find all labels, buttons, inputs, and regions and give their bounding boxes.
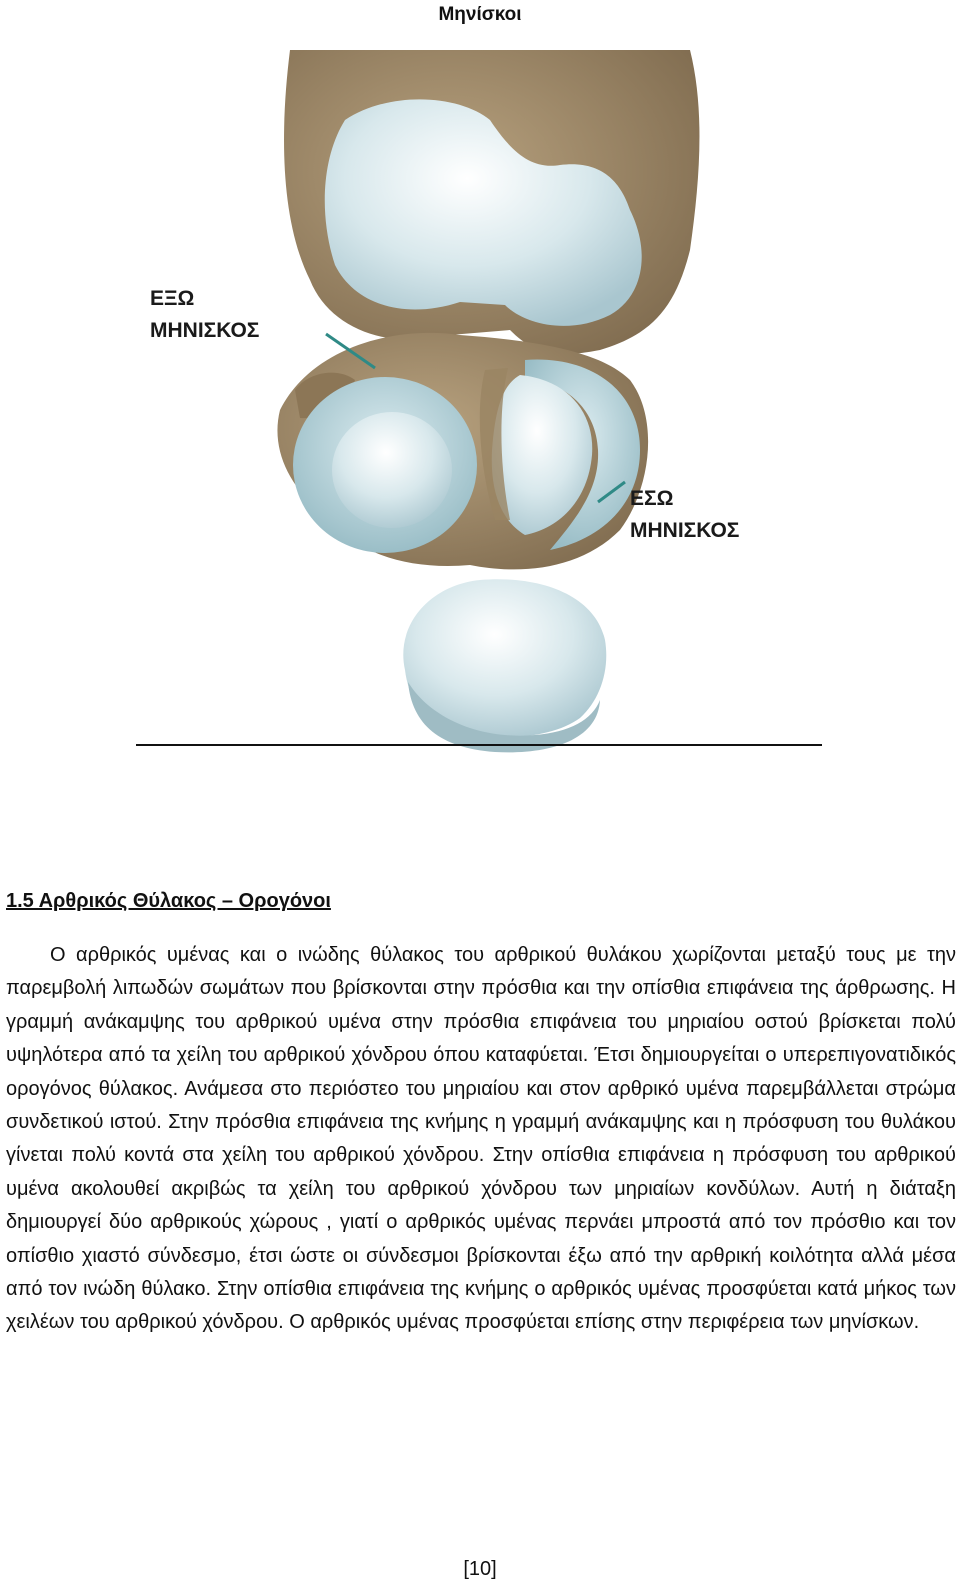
label-lateral-line2: ΜΗΝΙΣΚΟΣ	[150, 319, 260, 342]
label-lateral-line1: ΕΞΩ	[150, 287, 195, 310]
label-medial-line2: ΜΗΝΙΣΚΟΣ	[630, 519, 740, 542]
section-paragraph: Ο αρθρικός υμένας και ο ινώδης θύλακος του αρθρικού θυλάκου χωρίζονται μεταξύ τους με την παρεμβολή λιπωδών σωμάτων που βρίσκονται στην πρόσθια και την οπίσθια επιφάνεια της άρθρωσης. Η γραμμή ανάκαμψης του αρθρικού υμένα στην πρόσθια επιφάνεια του μηριαίου οστού βρίσκεται πολύ υψηλότερα από τα χείλη του αρθρικού χόνδρου όπου καταφύεται. Έτσι δημιουργείται ο υπερεπιγονατιδικός ορογόνος θύλακος. Ανάμεσα στο περιόστεο του μηριαίου και στον αρθρικό υμένα παρεμβάλλεται στρώμα συνδετικού ιστού. Στην πρόσθια επιφάνεια της κνήμης η γραμμή ανάκαμψης και η πρόσφυση του θυλάκου γίνεται πολύ κοντά στα χείλη του αρθρικού χόνδρου. Στην οπίσθια επιφάνεια η πρόσφυση του αρθρικού υμένα ακολουθεί ακριβώς τα χείλη του αρθρικού χόνδρου των μηριαίων κονδύλων. Αυτή η διάταξη δημιουργεί δύο αρθρικούς χώρους , γιατί ο αρθρικός υμένας περνάει μπροστά από τον πρόσθιο και τον οπίσθιο χιαστό σύνδεσμο, έτσι ώστε οι σύνδεσμοι βρίσκονται έξω από την αρθρική κοιλότητα αλλά μέσα από τον ινώδη θύλακο. Στην οπίσθια επιφάνεια της κνήμης ο αρθρικός υμένας προσφύεται κατά μήκος των χειλέων του αρθρικού χόνδρου. Ο αρθρικός υμένας προσφύεται επίσης στην περιφέρεια των μηνίσκων.	[6, 944, 956, 1334]
page-number: [10]	[463, 1558, 497, 1580]
knee-meniscus-figure	[130, 50, 830, 760]
page-header-title: Μηνίσκοι	[438, 4, 522, 25]
label-medial-line1: ΕΣΩ	[630, 487, 674, 510]
section-heading: 1.5 Αρθρικός Θύλακος – Ορογόνοι	[6, 890, 331, 912]
lateral-plateau-cartilage	[332, 412, 452, 528]
horizontal-divider	[136, 744, 822, 746]
